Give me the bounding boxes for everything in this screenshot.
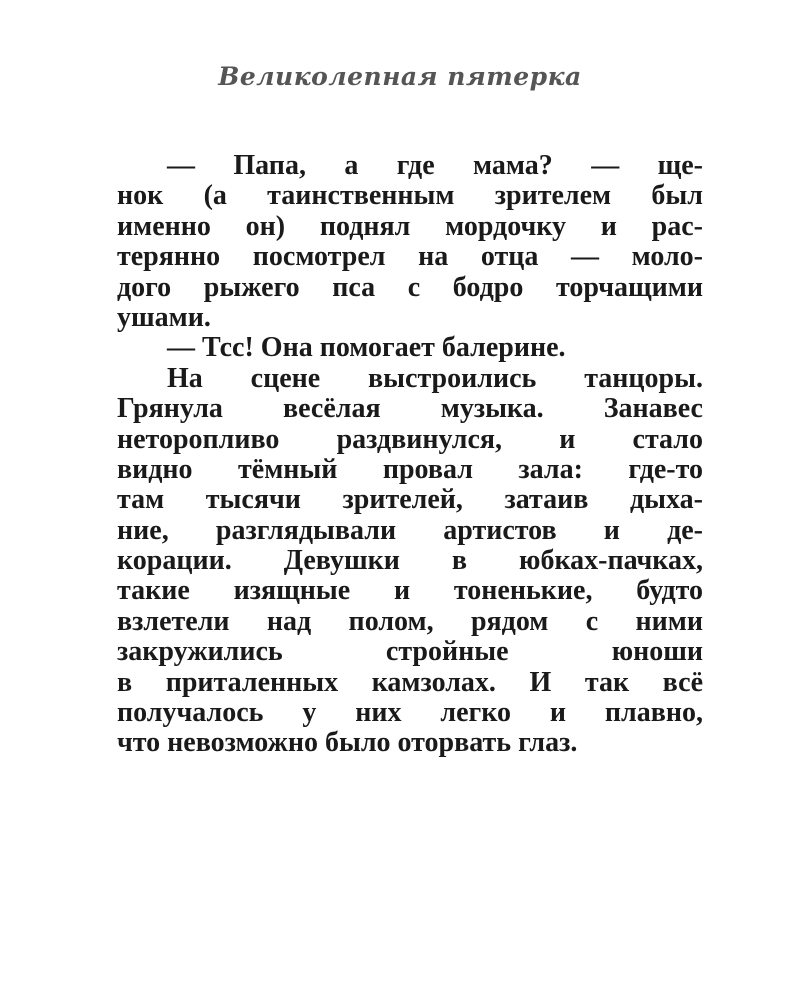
text-line: именно он) поднял мордочку и рас- [117,210,703,242]
text-line: взлетели над полом, рядом с ними [117,605,703,637]
text-line: ушами. [117,301,211,333]
text-line: — Папа, а где мама? — ще- [167,150,703,181]
paragraph [117,333,703,363]
text-line: ние, разглядывали артистов и де- [117,514,703,546]
text-line: что невозможно было оторвать глаз. [117,727,578,759]
paragraph [117,151,703,333]
text-line: такие изящные и тоненькие, будто [117,575,703,607]
text-line: видно тёмный провал зала: где-то [117,453,703,485]
text-line: в приталенных камзолах. И так всё [117,666,703,698]
text-line: На сцене выстроились танцоры. [167,362,703,394]
text-line: нок (а таинственным зрителем был [117,180,703,212]
body-text [117,151,703,759]
text-line: закружились стройные юноши [117,636,703,668]
text-line: получалось у них легко и плавно, [117,697,703,729]
text-line: дого рыжего пса с бодро торчащими [117,271,703,303]
running-head: Великолепная пятерка [218,62,582,91]
text-line: — Тсс! Она помогает балерине. [167,332,566,364]
text-line: терянно посмотрел на отца — моло- [117,241,703,273]
text-line: корации. Девушки в юбках-пачках, [117,545,703,577]
text-line: там тысячи зрителей, затаив дыха- [117,484,703,516]
paragraph [117,364,703,759]
text-line: неторопливо раздвинулся, и стало [117,423,703,455]
text-line: Грянула весёлая музыка. Занавес [117,393,703,425]
